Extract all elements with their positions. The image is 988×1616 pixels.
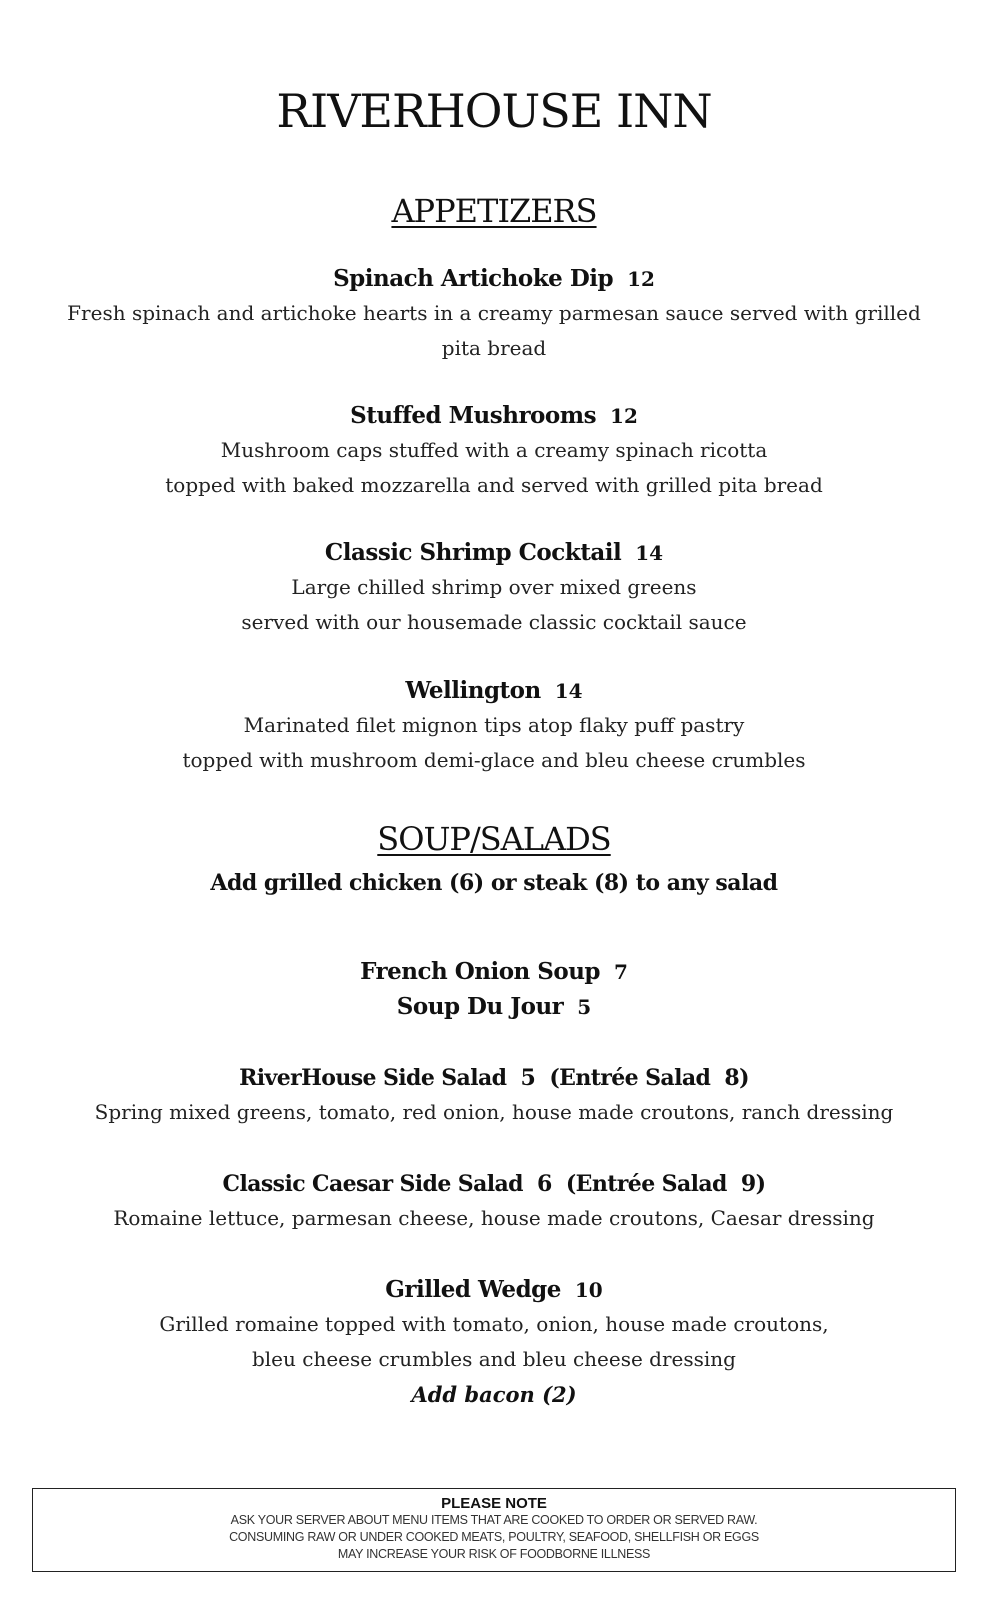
item-name: Grilled Wedge bbox=[385, 1276, 561, 1303]
description-line: topped with mushroom demi-glace and bleu cheese crumbles bbox=[182, 748, 806, 772]
salad-addon-note bbox=[0, 866, 988, 900]
notice-line: CONSUMING RAW OR UNDER COOKED MEATS, POULTRY, SEAFOOD, SHELLFISH OR EGGS bbox=[229, 1530, 759, 1544]
item-description bbox=[0, 1201, 988, 1236]
description-line: Romaine lettuce, parmesan cheese, house made croutons, Caesar dressing bbox=[113, 1206, 875, 1230]
item-name: Classic Shrimp Cocktail bbox=[324, 539, 622, 566]
item-name: Soup Du Jour bbox=[396, 993, 564, 1020]
item-name: Stuffed Mushrooms bbox=[350, 402, 597, 429]
menu-item-classic-shrimp-cocktail bbox=[0, 536, 988, 640]
menu-item-french-onion-soup bbox=[0, 955, 988, 989]
menu-item-riverhouse-salad bbox=[0, 1061, 988, 1130]
description-line: Marinated filet mignon tips atop flaky puff pastry bbox=[243, 713, 745, 737]
item-price: 10 bbox=[574, 1278, 603, 1302]
item-description bbox=[0, 570, 988, 640]
description-line: Large chilled shrimp over mixed greens bbox=[291, 575, 697, 599]
item-name: Classic Caesar Side Salad 6 (Entrée Salad 9) bbox=[222, 1171, 766, 1197]
item-price: 14 bbox=[554, 679, 583, 703]
menu-item-caesar-salad bbox=[0, 1167, 988, 1236]
soup-salads-heading: SOUP/SALADS bbox=[377, 820, 611, 858]
restaurant-title: RIVERHOUSE INN bbox=[276, 84, 712, 138]
item-price: 12 bbox=[627, 267, 655, 291]
menu-item-wellington bbox=[0, 674, 988, 778]
description-line: Fresh spinach and artichoke hearts in a creamy parmesan sauce served with grilled bbox=[67, 301, 921, 325]
appetizers-heading: APPETIZERS bbox=[391, 192, 597, 230]
item-description bbox=[0, 433, 988, 503]
notice-line: MAY INCREASE YOUR RISK OF FOODBORNE ILLNESS bbox=[337, 1547, 651, 1561]
notice-title: PLEASE NOTE bbox=[441, 1495, 547, 1512]
add-protein-note: Add grilled chicken (6) or steak (8) to any salad bbox=[210, 870, 778, 896]
item-description bbox=[0, 1095, 988, 1130]
item-price: 14 bbox=[635, 541, 664, 565]
menu-item-grilled-wedge bbox=[0, 1273, 988, 1413]
menu-item-soup-du-jour bbox=[0, 990, 988, 1024]
description-line: served with our housemade classic cocktail sauce bbox=[241, 610, 747, 634]
item-name: RiverHouse Side Salad 5 (Entrée Salad 8) bbox=[239, 1065, 749, 1091]
description-line: bleu cheese crumbles and bleu cheese dressing bbox=[251, 1347, 736, 1371]
item-price: 12 bbox=[610, 404, 638, 428]
description-line: Grilled romaine topped with tomato, onion, house made croutons, bbox=[159, 1312, 829, 1336]
item-description bbox=[0, 1307, 988, 1377]
item-price: 7 bbox=[614, 960, 628, 984]
description-line: topped with baked mozzarella and served with grilled pita bread bbox=[165, 473, 823, 497]
description-line: pita bread bbox=[441, 336, 547, 360]
description-line: Spring mixed greens, tomato, red onion, house made croutons, ranch dressing bbox=[94, 1100, 894, 1124]
description-line: Mushroom caps stuffed with a creamy spinach ricotta bbox=[220, 438, 768, 462]
item-name: French Onion Soup bbox=[360, 958, 601, 985]
menu-item-stuffed-mushrooms bbox=[0, 399, 988, 503]
item-price: 5 bbox=[577, 995, 592, 1019]
item-name: Spinach Artichoke Dip bbox=[333, 265, 614, 292]
menu-item-spinach-artichoke-dip bbox=[0, 262, 988, 366]
item-description bbox=[0, 296, 988, 366]
allergy-notice-box bbox=[32, 1488, 956, 1572]
add-bacon-note: Add bacon (2) bbox=[411, 1382, 577, 1407]
notice-line: ASK YOUR SERVER ABOUT MENU ITEMS THAT ARE COOKED TO ORDER OR SERVED RAW. bbox=[230, 1513, 758, 1527]
item-name: Wellington bbox=[405, 677, 541, 704]
item-description bbox=[0, 708, 988, 778]
